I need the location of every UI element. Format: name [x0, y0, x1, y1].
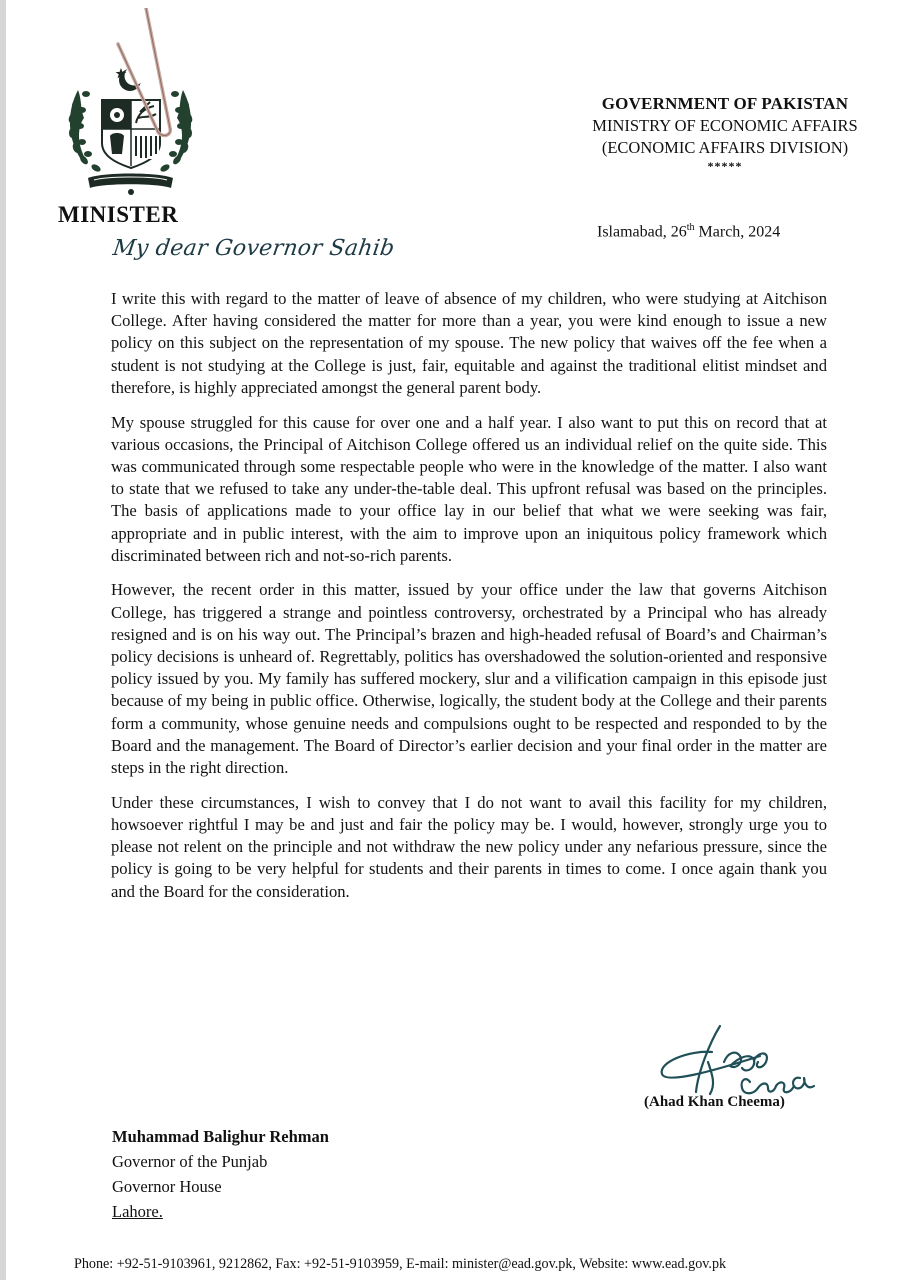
letter-date [597, 222, 780, 241]
page-edge-shadow [0, 0, 6, 1280]
body-paragraph-1: I write this with regard to the matter of leave of absence of my children, who were studying at Aitchison College. After having considered the matter for more than a year, you were kind enough to issue a new policy on this subject on the representation of my spouse. The new policy that waives off the fee when a student is not studying at the College is just, fair, equitable and against the traditional elitist mindset and therefore, is highly appreciated amongst the general parent body. [111, 289, 827, 397]
scroll-banner-icon [88, 174, 173, 196]
date-suffix: th [686, 222, 695, 233]
letterhead-ministry: MINISTRY OF ECONOMIC AFFAIRS [592, 116, 858, 135]
state-emblem-of-pakistan-icon [58, 8, 203, 208]
date-place-day: Islamabad, 26 [597, 223, 687, 241]
sender-title: MINISTER [58, 202, 179, 227]
signatory-name: (Ahad Khan Cheema) [644, 1094, 785, 1110]
recipient-address [112, 1124, 329, 1224]
body-paragraph-2: My spouse struggled for this cause for over one and a half year. I also want to put this on record that at various occasions, the Principal of Aitchison College offered us an individual relief on the quite side. This was communicated through some respectable people who were in the knowledge of the matter. I also want to state that we refused to take any under-the-table deal. This upfront refusal was based on the principles. The basis of applications made to your office lay in our belief that what we were seeking was fair, appropriate and in public interest, with the aim to improve upon an iniquitous policy framework which discriminated between rich and not-so-rich parents. [111, 412, 827, 565]
body-paragraph-3: However, the recent order in this matter, issued by your office under the law that governs Aitchison College, has triggered a strange and pointless controversy, orchestrated by a Principal who has already resigned and is on his way out. The Principal’s brazen and high-headed refusal of Board’s and Chairman’s policy decisions is unheard of. Regrettably, politics has overshadowed the solution-oriented and responsive policy issued by you. My family has suffered mockery, slur and a vilification campaign in this episode just because of my being in public office. Otherwise, logically, the student body at the College and their parents form a community, whose genuine needs and compulsions ought to be respected and responded to by the Board and the management. The Board of Director’s earlier decision and your final order in the matter are steps in the right direction. [111, 580, 827, 778]
recipient-name: Muhammad Balighur Rehman [112, 1127, 329, 1146]
letterhead-footer-contact: Phone: +92-51-9103961, 9212862, Fax: +92-51-9103959, E-mail: minister@ead.gov.pk, Website: www.ead.gov.pk [74, 1255, 727, 1272]
letterhead-stars: ***** [707, 159, 743, 173]
handwritten-salutation: My dear Governor Sahib [111, 236, 397, 261]
letter-body [111, 288, 827, 915]
date-month-year: March, 2024 [694, 223, 781, 241]
recipient-address-line: Governor House [112, 1177, 222, 1196]
shield-icon [102, 100, 160, 168]
body-paragraph-4: Under these circumstances, I wish to convey that I do not want to avail this facility for my children, howsoever rightful I may be and just and fair the policy may be. I would, however, strongly urge you to please not relent on the principle and not withdraw the new policy under any nefarious pressure, since the policy is going to be very helpful for students and their parents in times to come. I once again thank you and the Board for the consideration. [111, 792, 827, 901]
recipient-title: Governor of the Punjab [112, 1152, 268, 1171]
letterhead-government: GOVERNMENT OF PAKISTAN [601, 94, 849, 113]
letterhead [560, 93, 890, 173]
recipient-city: Lahore. [112, 1202, 163, 1221]
letterhead-division: (ECONOMIC AFFAIRS DIVISION) [601, 138, 849, 157]
